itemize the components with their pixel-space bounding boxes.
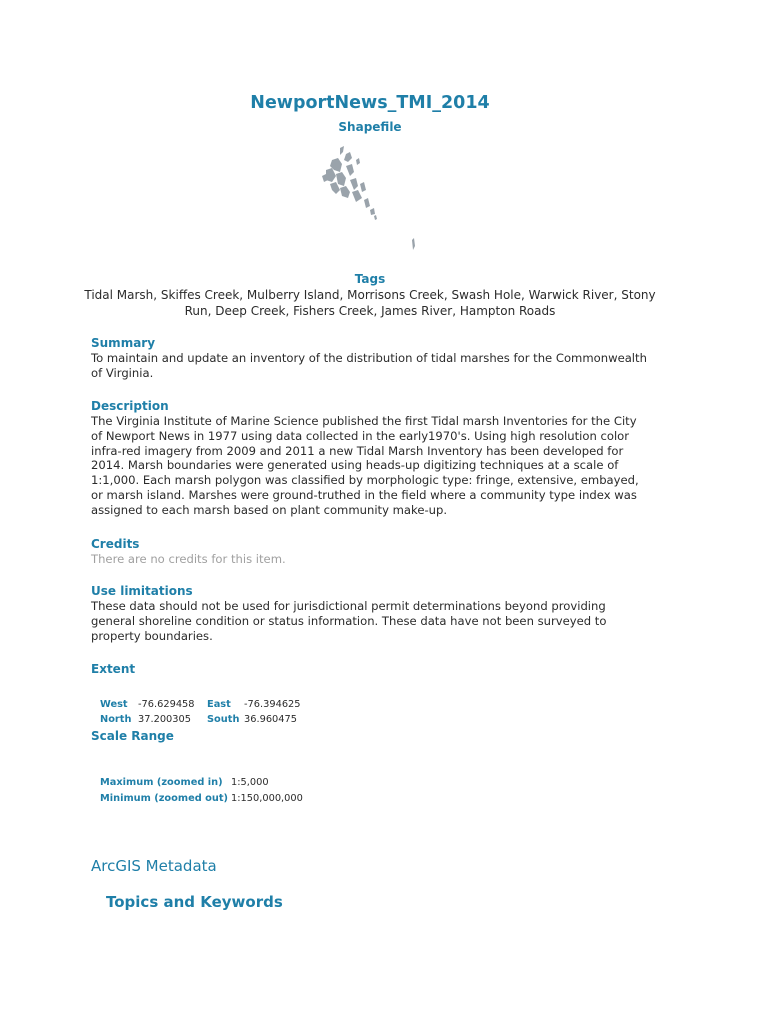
summary-heading: Summary	[91, 336, 156, 350]
credits-heading: Credits	[91, 537, 140, 551]
scale-max-label-wrap	[100, 775, 223, 791]
extent-east-value-wrap	[244, 697, 301, 713]
extent-east	[207, 697, 231, 713]
extent-north-label: North	[100, 714, 132, 725]
credits-text: There are no credits for this item.	[91, 552, 286, 566]
extent-west	[100, 697, 128, 713]
extent-east-label: East	[207, 699, 231, 710]
extent-west-value: -76.629458	[138, 699, 195, 710]
scale-min-label-wrap	[100, 791, 228, 807]
scale-min-value: 1:150,000,000	[231, 793, 303, 804]
extent-west-value-wrap	[138, 697, 195, 713]
description-text: The Virginia Institute of Marine Science published the first Tidal marsh Inventories for the City of Newport News in 1977 using data collected in the early1970's. Using high resolution color infra-red imagery from 2009 and 2011 a new Tidal Marsh Inventory has been developed for 2014. Marsh boundaries were generated using heads-up digitizing techniques at a scale of 1:1,000. Each marsh polygon was classified by morphologic type: fringe, extensive, embayed, or marsh island. Marshes were ground-truthed in the field where a community type index was assigned to each marsh based on plant community make-up.	[91, 414, 639, 517]
scale-min-label: Minimum (zoomed out)	[100, 793, 229, 804]
scale-max-label: Maximum (zoomed in)	[100, 777, 223, 788]
extent-south-label: South	[207, 714, 240, 725]
scale-range-heading: Scale Range	[91, 729, 174, 743]
extent-south-value-wrap	[244, 712, 297, 728]
map-thumbnail-image	[310, 140, 425, 260]
use-limitations-text: These data should not be used for jurisdictional permit determinations beyond providing general shoreline condition or status information. These data have not been surveyed to property boundaries.	[91, 599, 607, 643]
scale-min-value-wrap	[231, 791, 303, 807]
description-heading: Description	[91, 399, 169, 413]
page-subtitle: Shapefile	[338, 120, 402, 134]
extent-heading: Extent	[91, 662, 136, 676]
scale-max-value: 1:5,000	[231, 777, 269, 788]
arcgis-metadata-heading: ArcGIS Metadata	[91, 857, 217, 875]
page-title: NewportNews_TMI_2014	[250, 93, 490, 113]
extent-north-value: 37.200305	[138, 714, 191, 725]
use-limitations-heading: Use limitations	[91, 584, 193, 598]
extent-north-value-wrap	[138, 712, 191, 728]
tags-heading: Tags	[354, 272, 386, 286]
extent-south-value: 36.960475	[244, 714, 297, 725]
scale-max-value-wrap	[231, 775, 269, 791]
summary-text: To maintain and update an inventory of the distribution of tidal marshes for the Commonwealth of Virginia.	[91, 351, 647, 380]
extent-south	[207, 712, 239, 728]
tags-text: Tidal Marsh, Skiffes Creek, Mulberry Island, Morrisons Creek, Swash Hole, Warwick River, Stony Run, Deep Creek, Fishers Creek, James River, Hampton Roads	[84, 288, 656, 318]
extent-west-label: West	[100, 699, 128, 710]
extent-north	[100, 712, 131, 728]
topics-keywords-heading: Topics and Keywords	[106, 893, 283, 911]
extent-east-value: -76.394625	[244, 699, 301, 710]
